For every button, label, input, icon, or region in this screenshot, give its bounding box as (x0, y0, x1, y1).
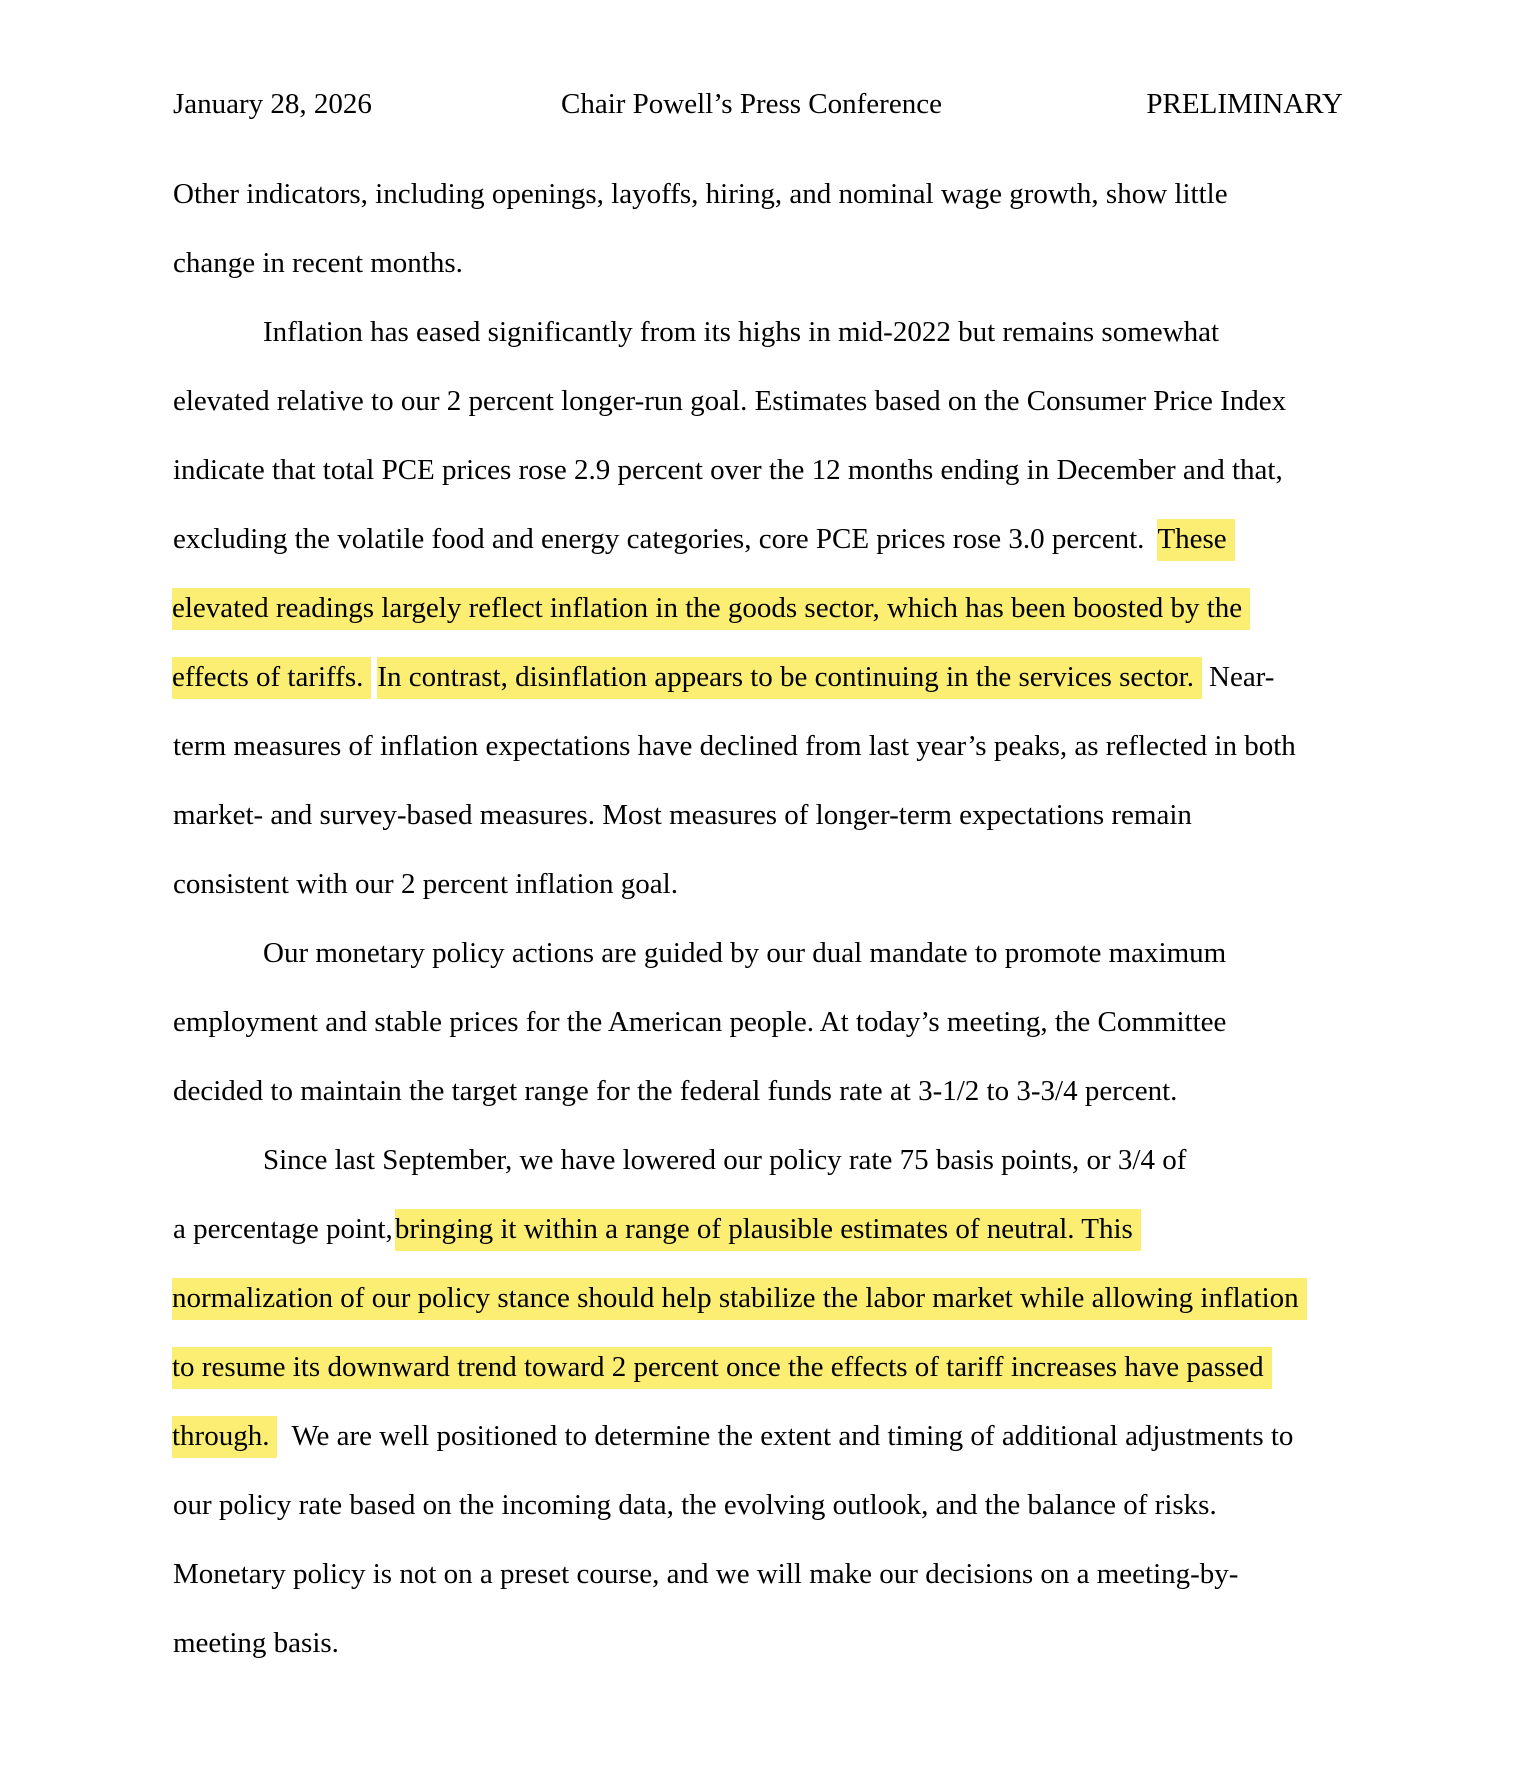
text-line (173, 1619, 339, 1667)
text-segment: Since last September, we have lowered our policy rate 75 basis points, or 3/4 of (263, 1144, 1187, 1176)
highlighted-text: effects of tariffs. (172, 657, 371, 699)
highlighted-text: These (1157, 519, 1234, 561)
header-date: January 28, 2026 (173, 88, 372, 120)
text-segment: a percentage point, (173, 1213, 393, 1245)
highlighted-text: bringing it within a range of plausible estimates of neutral. This (395, 1209, 1141, 1251)
text-line (173, 239, 463, 287)
text-segment: Our monetary policy actions are guided by our dual mandate to promote maximum (263, 937, 1227, 969)
paragraph-start-line (263, 308, 1219, 356)
text-segment: employment and stable prices for the American people. At today’s meeting, the Committee (173, 1006, 1227, 1038)
text-line (173, 1205, 1141, 1253)
text-segment: Other indicators, including openings, layoffs, hiring, and nominal wage growth, show little (173, 178, 1228, 210)
text-segment: indicate that total PCE prices rose 2.9 percent over the 12 months ending in December and that, (173, 454, 1283, 486)
text-segment: excluding the volatile food and energy categories, core PCE prices rose 3.0 percent. (173, 523, 1145, 555)
text-line (173, 377, 1286, 425)
text-segment: term measures of inflation expectations have declined from last year’s peaks, as reflected in both (173, 730, 1296, 762)
highlighted-text: normalization of our policy stance should help stabilize the labor market while allowing inflation (172, 1278, 1307, 1320)
text-line (173, 515, 1235, 563)
text-segment: Monetary policy is not on a preset course, and we will make our decisions on a meeting-by- (173, 1558, 1239, 1590)
text-line (173, 1412, 1293, 1460)
text-segment: decided to maintain the target range for the federal funds rate at 3-1/2 to 3-3/4 percent. (173, 1075, 1178, 1107)
text-line (173, 1067, 1177, 1115)
text-line (173, 998, 1226, 1046)
text-segment: consistent with our 2 percent inflation goal. (173, 868, 678, 900)
text-line (173, 170, 1228, 218)
highlighted-text: through. (172, 1416, 277, 1458)
text-segment: market- and survey-based measures. Most measures of longer-term expectations remain (173, 799, 1192, 831)
text-line (173, 653, 1274, 701)
paragraph-start-line (263, 929, 1226, 977)
text-line (173, 1481, 1217, 1529)
text-line (173, 446, 1283, 494)
text-segment: We are well positioned to determine the extent and timing of additional adjustments to (291, 1420, 1294, 1452)
text-line (173, 1343, 1272, 1391)
text-segment: change in recent months. (173, 247, 463, 279)
text-segment: Inflation has eased significantly from its highs in mid-2022 but remains somewhat (263, 316, 1220, 348)
text-line (173, 791, 1192, 839)
text-line (173, 722, 1296, 770)
text-segment: Near- (1209, 661, 1275, 693)
page-header (173, 84, 1343, 124)
highlighted-text: elevated readings largely reflect inflation in the goods sector, which has been boosted by the (172, 588, 1250, 630)
highlighted-text: In contrast, disinflation appears to be continuing in the services sector. (377, 657, 1202, 699)
text-line (173, 1550, 1238, 1598)
highlighted-text: to resume its downward trend toward 2 percent once the effects of tariff increases have passed (172, 1347, 1272, 1389)
text-segment: meeting basis. (173, 1627, 339, 1659)
text-segment: elevated relative to our 2 percent longer-run goal. Estimates based on the Consumer Price Index (173, 385, 1287, 417)
header-title: Chair Powell’s Press Conference (561, 88, 942, 120)
paragraph-start-line (263, 1136, 1186, 1184)
text-line (173, 584, 1250, 632)
text-segment: our policy rate based on the incoming data, the evolving outlook, and the balance of risks. (173, 1489, 1217, 1521)
text-line (173, 1274, 1307, 1322)
header-status: PRELIMINARY (1146, 88, 1343, 120)
text-line (173, 860, 678, 908)
